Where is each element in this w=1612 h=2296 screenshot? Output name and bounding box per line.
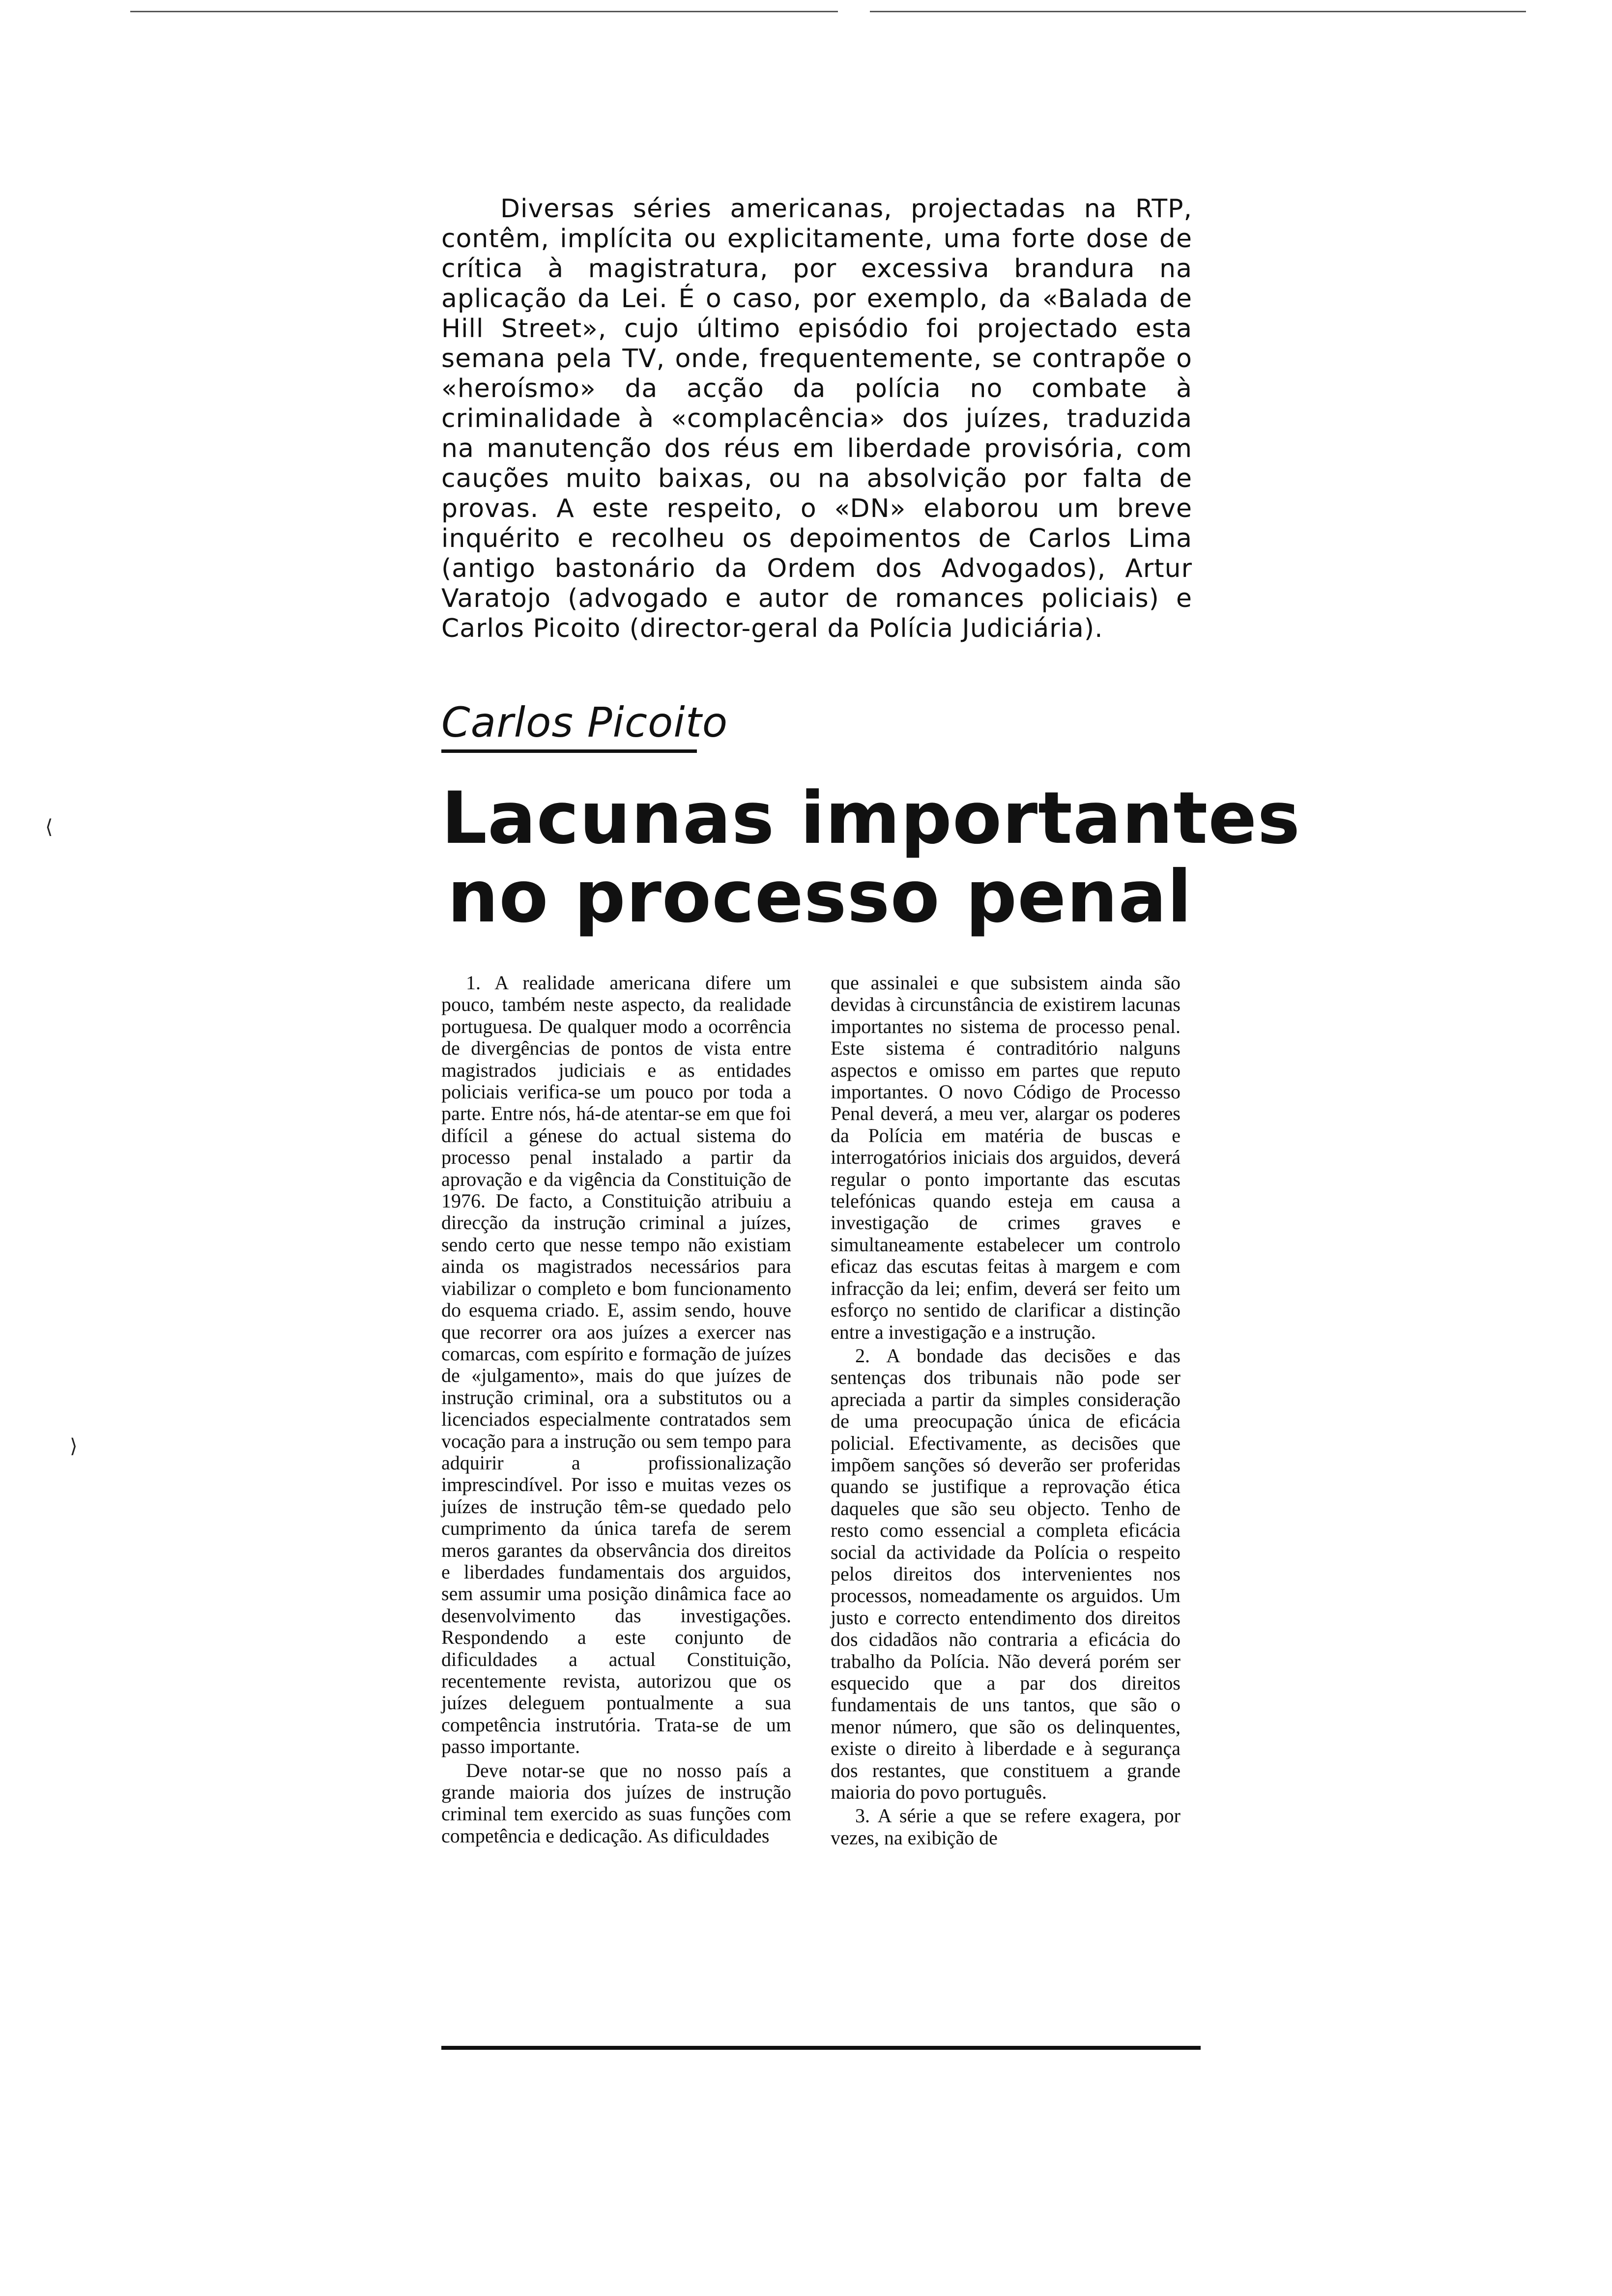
headline xyxy=(441,776,1301,939)
scan-edge-top-left xyxy=(130,11,838,12)
margin-mark-upper: ⟨ xyxy=(45,816,53,838)
intro-text: Diversas séries americanas, projectadas na RTP, contêm, implícita ou explicitamente, uma forte dose de crítica à magistratura, por excessiva brandura na aplicação da Lei. É o caso, por exemplo, da «Balada de Hill Street», cujo último episódio foi projectado esta semana pela TV, onde, frequentemente, se contrapõe o «heroísmo» da acção da polícia no combate à criminalidade à «complacência» dos juízes, traduzida na manutenção dos réus em liberdade provisória, com cauções muito baixas, ou na absolvição por falta de provas. A este respeito, o «DN» elaborou um breve inquérito e recolheu os depoimentos de Carlos Lima (antigo bastonário da Ordem dos Advogados), Artur Varatojo (advogado e autor de romances policiais) e Carlos Picoito (director-geral da Polícia Judiciária). xyxy=(441,194,1192,643)
body-column-left xyxy=(441,972,791,1849)
body-column-right xyxy=(831,972,1180,1851)
paragraph-section-3: 3. A série a que se refere exagera, por vezes, na exibição de xyxy=(831,1805,1180,1849)
paragraph-1: 1. A realidade americana difere um pouco, também neste aspecto, da realidade portuguesa. De qualquer modo a ocorrência de divergências de pontos de vista entre magistrados judiciais e as entidades policiais verifica-se um pouco por toda a parte. Entre nós, há-de atentar-se em que foi difícil a génese do actual sistema do processo penal instalado a partir da aprovação e da vigência da Constituição de 1976. De facto, a Constituição atribuiu a direcção da instrução criminal a juízes, sendo certo que nesse tempo não existiam ainda os magistrados necessários para viabilizar o completo e bom funcionamento do esquema criado. E, assim sendo, houve que recorrer ora aos juízes a exercer nas comarcas, com espírito e formação de juízes de «julgamento», mais do que juízes de instrução criminal, ora a substitutos ou a licenciados especialmente contratados sem vocação para a instrução ou sem tempo para adquirir a profissionalização imprescindível. Por isso e muitas vezes os juízes de instrução têm-se quedado pelo cumprimento da única tarefa de serem meros garantes da observância dos direitos e liberdades fundamentais dos arguidos, sem assumir uma posição dinâmica face ao desenvolvimento das investigações. Respondendo a este conjunto de dificuldades a actual Constituição, recentemente revista, autorizou que os juízes deleguem pontualmente a sua competência instrutória. Trata-se de um passo importante. xyxy=(441,972,791,1758)
byline: Carlos Picoito xyxy=(441,698,728,746)
article-intro xyxy=(441,194,1192,644)
margin-mark-lower: ⟩ xyxy=(70,1435,78,1458)
paragraph-continued: que assinalei e que subsistem ainda são devidas à circunstância de existirem lacunas importantes no sistema de processo penal. Este sistema é contraditório nalguns aspectos e omisso em partes que reputo importantes. O novo Código de Processo Penal deverá, a meu ver, alargar os poderes da Polícia em matéria de buscas e interrogatórios iniciais dos arguidos, deverá regular o ponto importante das escutas telefónicas quando esteja em causa a investigação de crimes graves e simultaneamente estabelecer um controlo eficaz das escutas feitas à margem e com infracção da lei; enfim, deverá ser feito um esforço no sentido de clarificar a distinção entre a investigação e a instrução. xyxy=(831,972,1180,1343)
byline-underline xyxy=(441,749,697,753)
headline-line-1: Lacunas importantes xyxy=(441,776,1301,860)
paragraph-2: Deve notar-se que no nosso país a grande maioria dos juízes de instrução criminal tem exercido as suas funções com competência e dedicação. As dificuldades xyxy=(441,1759,791,1847)
scan-edge-top-right xyxy=(870,11,1526,12)
bottom-rule xyxy=(441,2046,1201,2050)
headline-line-2: no processo penal xyxy=(447,855,1192,939)
paragraph-section-2: 2. A bondade das decisões e das sentenças dos tribunais não pode ser apreciada a partir da simples consideração de uma preocupação única de eficácia policial. Efectivamente, as decisões que impõem sanções só deverão ser proferidas quando se justifique a reprovação ética daqueles que são seu objecto. Tenho de resto como essencial a completa eficácia social da actividade da Polícia o respeito pelos direitos dos intervenientes nos processos, nomeadamente os arguidos. Um justo e correcto entendimento dos direitos dos cidadãos não contraria a eficácia do trabalho da Polícia. Não deverá porém ser esquecido que a par dos direitos fundamentais de uns tantos, que são o menor número, que são os delinquentes, existe o direito à liberdade e à segurança dos restantes, que constituem a grande maioria do povo português. xyxy=(831,1344,1180,1804)
